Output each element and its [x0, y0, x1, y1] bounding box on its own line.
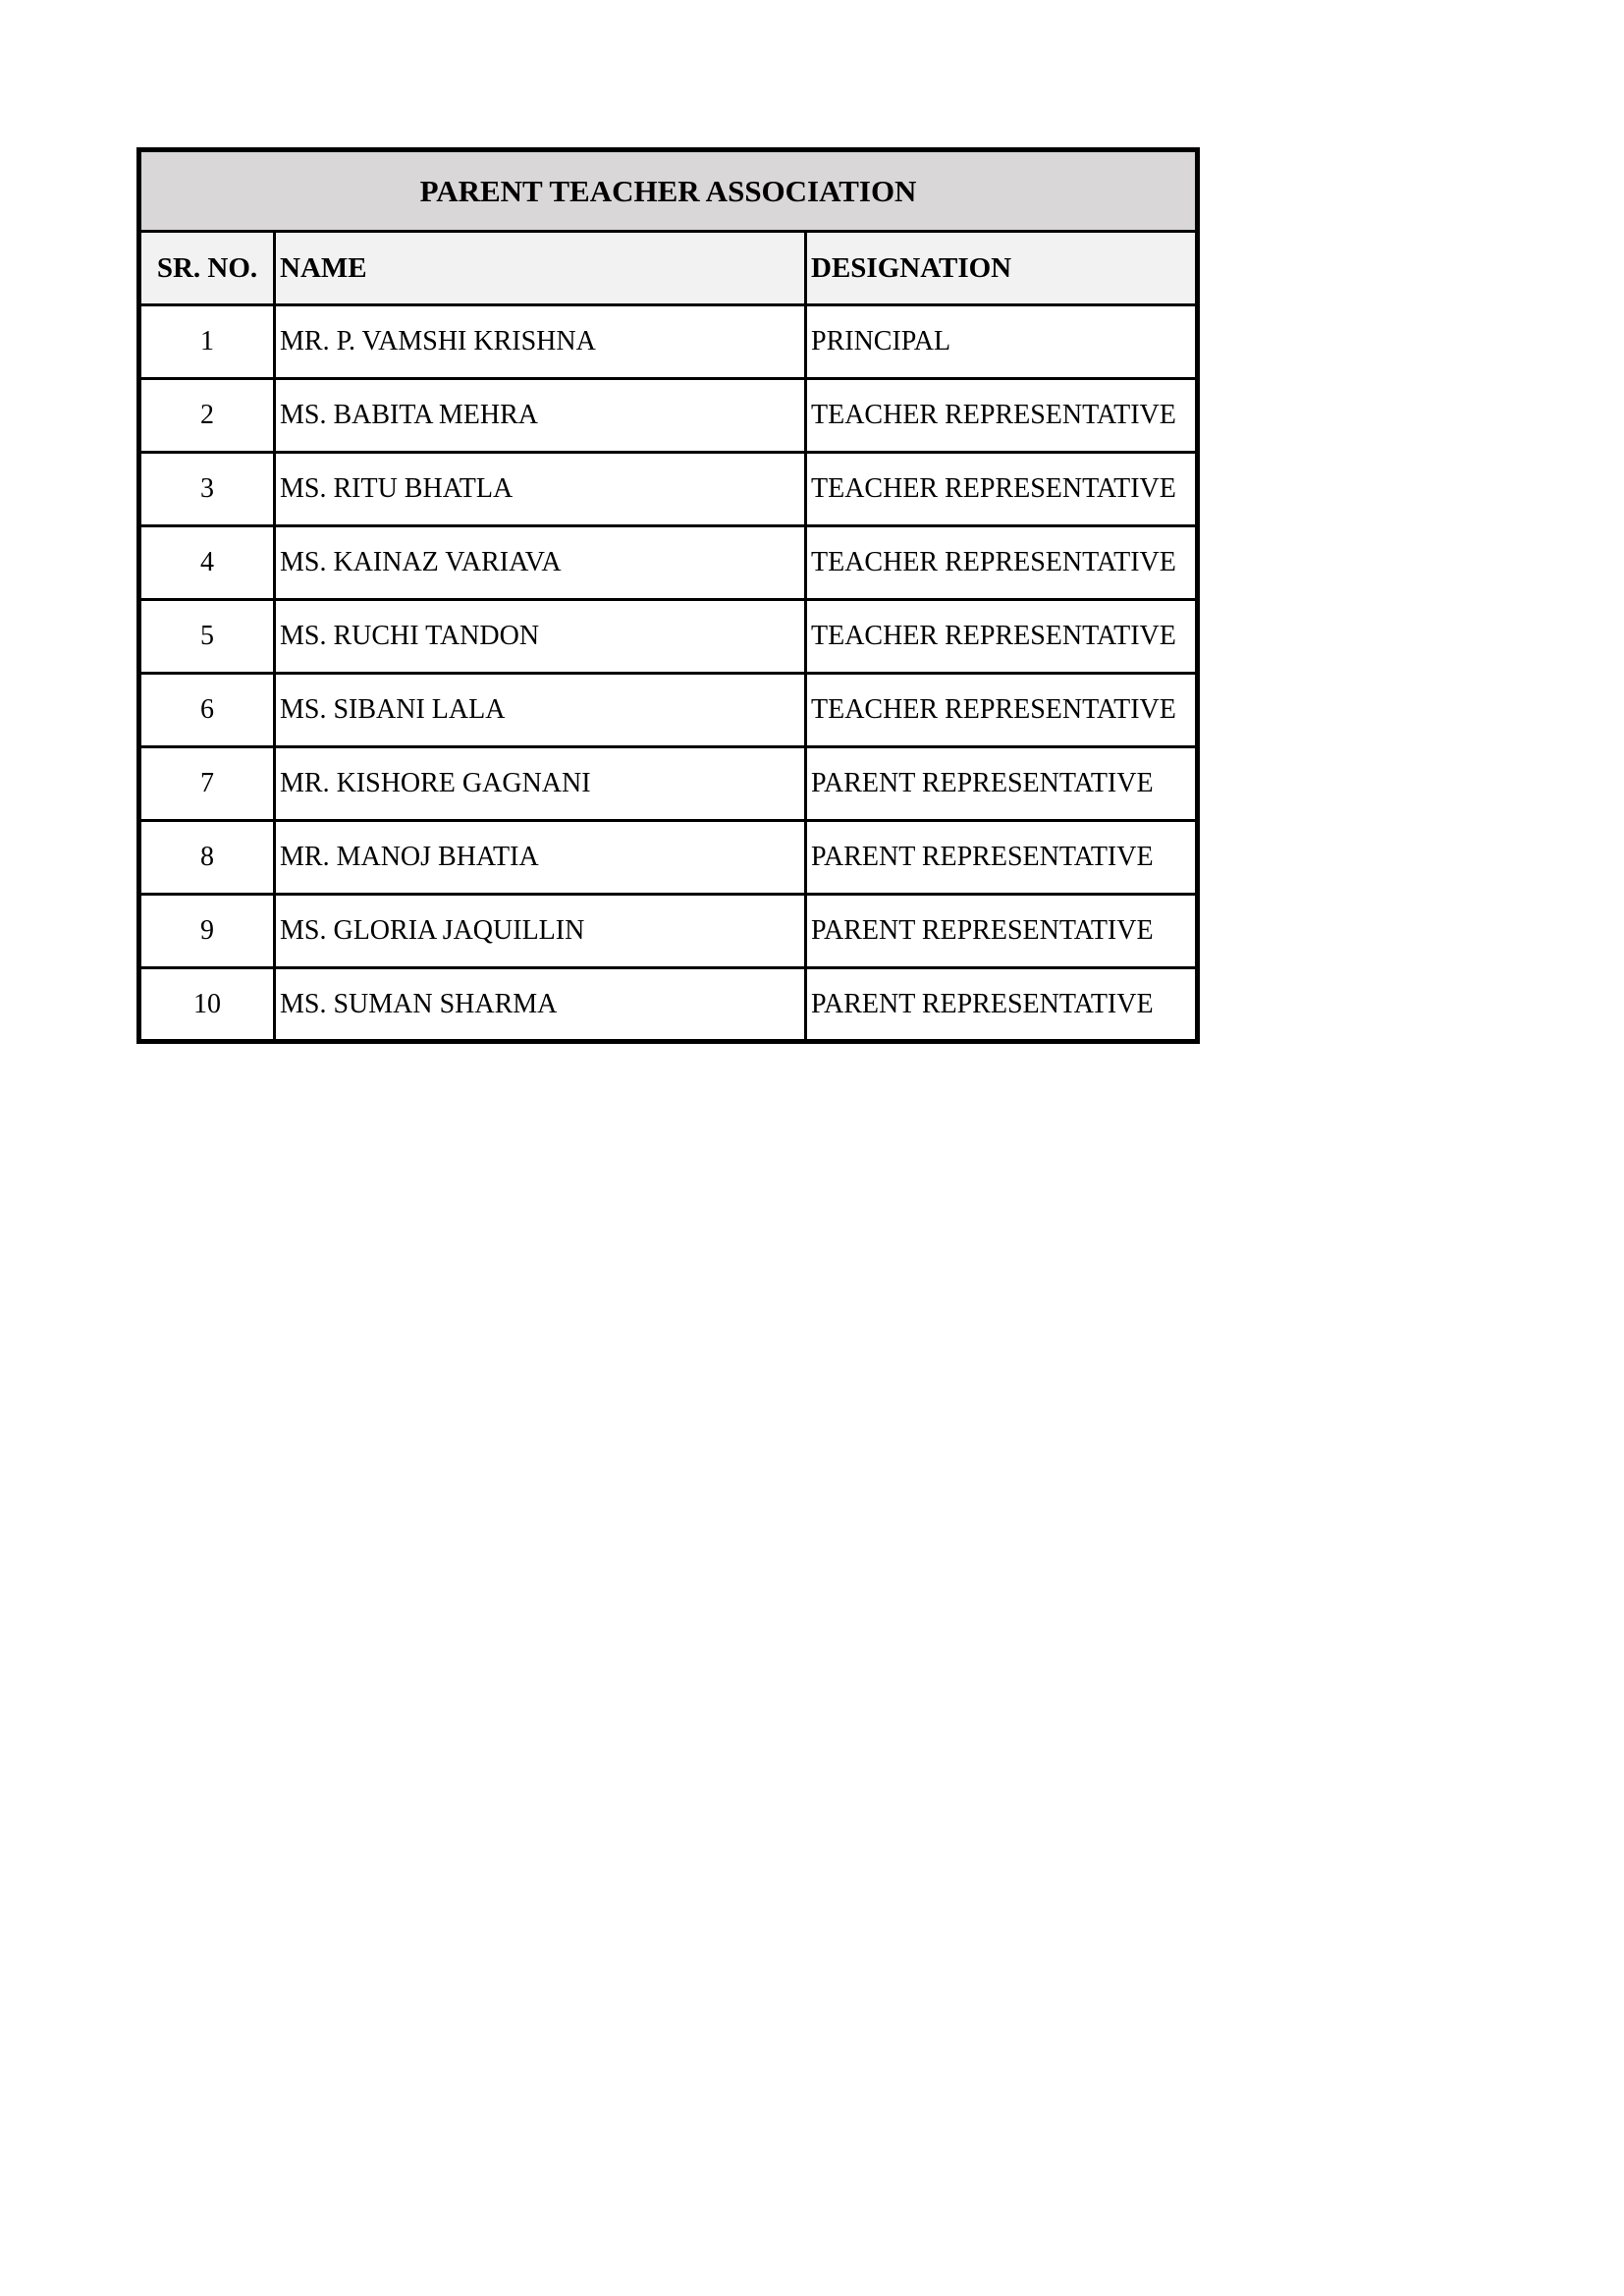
- row-sr-no: 9: [139, 895, 275, 968]
- row-designation: TEACHER REPRESENTATIVE: [806, 526, 1198, 600]
- row-name: MS. GLORIA JAQUILLIN: [275, 895, 806, 968]
- table-title: PARENT TEACHER ASSOCIATION: [139, 150, 1198, 232]
- row-designation: PARENT REPRESENTATIVE: [806, 968, 1198, 1042]
- table-row: [139, 453, 1198, 526]
- row-sr-no: 10: [139, 968, 275, 1042]
- row-sr-no: 3: [139, 453, 275, 526]
- row-name: MS. SIBANI LALA: [275, 674, 806, 747]
- row-designation: PARENT REPRESENTATIVE: [806, 747, 1198, 821]
- table-row: [139, 674, 1198, 747]
- row-name: MR. P. VAMSHI KRISHNA: [275, 305, 806, 379]
- row-name: MR. KISHORE GAGNANI: [275, 747, 806, 821]
- header-sr-no: SR. NO.: [139, 232, 275, 305]
- header-name: NAME: [275, 232, 806, 305]
- row-name: MR. MANOJ BHATIA: [275, 821, 806, 895]
- row-designation: PARENT REPRESENTATIVE: [806, 821, 1198, 895]
- table-row: [139, 747, 1198, 821]
- row-designation: TEACHER REPRESENTATIVE: [806, 453, 1198, 526]
- row-sr-no: 2: [139, 379, 275, 453]
- table-row: [139, 305, 1198, 379]
- table-row: [139, 526, 1198, 600]
- table-row: [139, 600, 1198, 674]
- header-designation: DESIGNATION: [806, 232, 1198, 305]
- pta-members-table: [136, 147, 1200, 1044]
- row-designation: TEACHER REPRESENTATIVE: [806, 379, 1198, 453]
- row-designation: PARENT REPRESENTATIVE: [806, 895, 1198, 968]
- row-name: MS. KAINAZ VARIAVA: [275, 526, 806, 600]
- row-designation: TEACHER REPRESENTATIVE: [806, 674, 1198, 747]
- row-designation: PRINCIPAL: [806, 305, 1198, 379]
- table-row: [139, 821, 1198, 895]
- row-sr-no: 4: [139, 526, 275, 600]
- table-row: [139, 968, 1198, 1042]
- row-name: MS. SUMAN SHARMA: [275, 968, 806, 1042]
- table-header-row: [139, 232, 1198, 305]
- table-title-row: [139, 150, 1198, 232]
- row-sr-no: 8: [139, 821, 275, 895]
- row-sr-no: 7: [139, 747, 275, 821]
- row-name: MS. BABITA MEHRA: [275, 379, 806, 453]
- row-sr-no: 1: [139, 305, 275, 379]
- row-name: MS. RUCHI TANDON: [275, 600, 806, 674]
- table-row: [139, 379, 1198, 453]
- row-name: MS. RITU BHATLA: [275, 453, 806, 526]
- row-sr-no: 6: [139, 674, 275, 747]
- row-sr-no: 5: [139, 600, 275, 674]
- row-designation: TEACHER REPRESENTATIVE: [806, 600, 1198, 674]
- table-row: [139, 895, 1198, 968]
